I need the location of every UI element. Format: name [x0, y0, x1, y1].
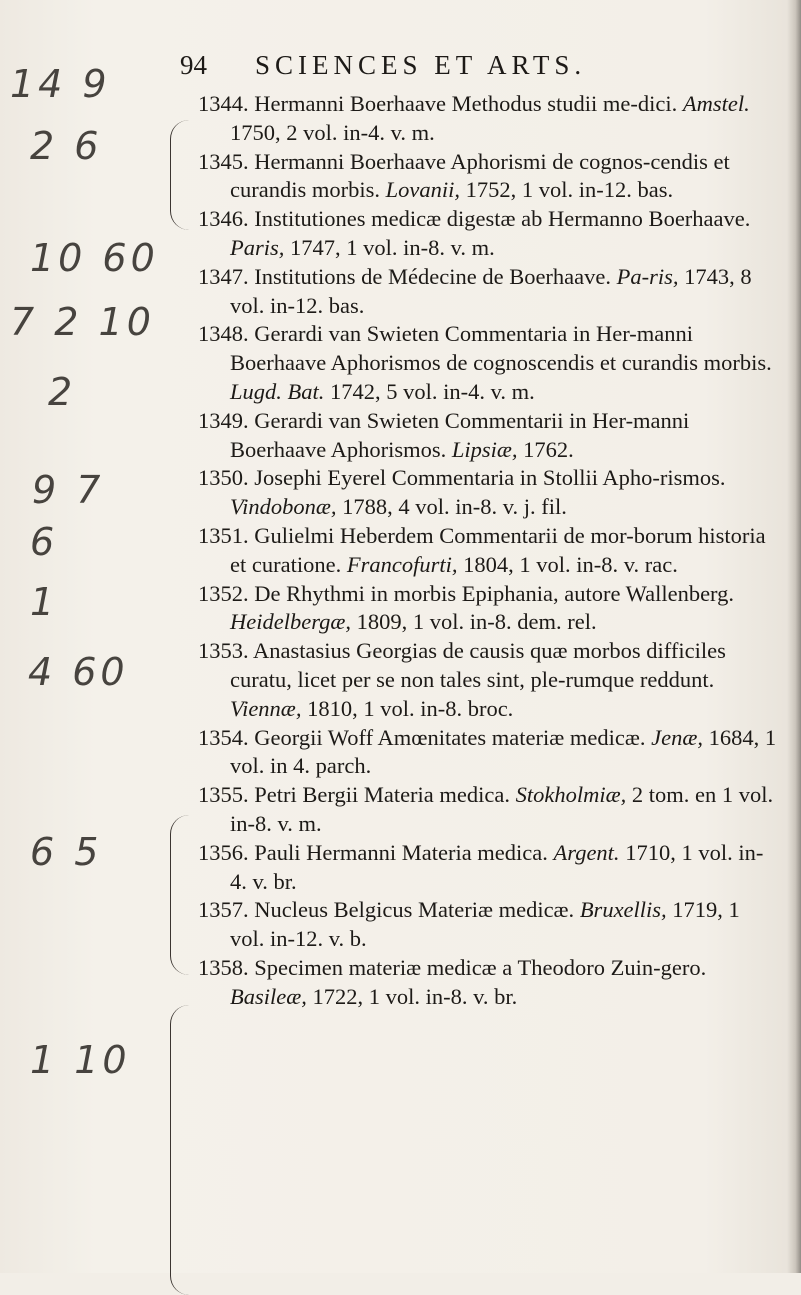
page-number: 94	[180, 50, 207, 80]
catalogue-entries	[198, 90, 778, 1012]
handwritten-margin-notes	[0, 0, 180, 1273]
margin-note: 6	[30, 520, 59, 564]
entry-1351: 1351. Gulielmi Heberdem Commentarii de mor-borum historia et curatione. Francofurti, 1804, 1 vol. in-8. v. rac.	[198, 522, 766, 577]
margin-note: 14 9	[10, 62, 111, 106]
margin-note: 1 10	[30, 1038, 131, 1082]
margin-note: 2 6	[30, 124, 103, 168]
entry-1350: 1350. Josephi Eyerel Commentaria in Stollii Apho-rismos. Vindobonæ, 1788, 4 vol. in-8. v. j. fil.	[198, 465, 726, 520]
margin-bracket	[170, 120, 189, 230]
margin-note: 10 60	[30, 236, 159, 280]
running-title: SCIENCES ET ARTS.	[255, 50, 587, 80]
page-gutter-shadow	[787, 0, 801, 1273]
margin-note: 4 60	[28, 650, 129, 694]
entry-1358: 1358. Specimen materiæ medicæ a Theodoro Zuin-gero. Basileæ, 1722, 1 vol. in-8. v. br.	[198, 954, 707, 1009]
entry-1346: 1346. Institutiones medicæ digestæ ab Hermanno Boerhaave. Paris, 1747, 1 vol. in-8. v. m.	[198, 206, 751, 260]
entry-1354: 1354. Georgii Woff Amœnitates materiæ medicæ. Jenæ, 1684, 1 vol. in 4. parch.	[198, 724, 777, 779]
margin-note: 2	[48, 370, 77, 414]
entry-1349: 1349. Gerardi van Swieten Commentarii in Her-manni Boerhaave Aphorismos. Lipsiæ, 1762.	[198, 407, 690, 462]
entry-1344: 1344. Hermanni Boerhaave Methodus studii me-dici. Amstel. 1750, 2 vol. in-4. v. m.	[198, 91, 750, 145]
entry-1345: 1345. Hermanni Boerhaave Aphorismi de cognos-cendis et curandis morbis. Lovanii, 1752, 1 vol. in-12. bas.	[198, 148, 730, 203]
entry-1352: 1352. De Rhythmi in morbis Epiphania, autore Wallenberg. Heidelbergæ, 1809, 1 vol. in-8. dem. rel.	[198, 580, 735, 635]
entry-1357: 1357. Nucleus Belgicus Materiæ medicæ. Bruxellis, 1719, 1 vol. in-12. v. b.	[198, 897, 740, 952]
entry-1348: 1348. Gerardi van Swieten Commentaria in Her-manni Boerhaave Aphorismos de cognoscendis et curandis morbis. Lugd. Bat. 1742, 5 vol. in-4. v. m.	[198, 321, 772, 404]
entry-1355: 1355. Petri Bergii Materia medica. Stokholmiæ, 2 tom. en 1 vol. in-8. v. m.	[198, 782, 774, 836]
margin-note: 1	[30, 580, 59, 624]
entry-1347: 1347. Institutions de Médecine de Boerhaave. Pa-ris, 1743, 8 vol. in-12. bas.	[198, 263, 752, 318]
entry-1353: 1353. Anastasius Georgias de causis quæ morbos difficiles curatu, licet per se non tales sint, ple-rumque reddunt. Viennæ, 1810, 1 vol. in-8. broc.	[198, 638, 726, 721]
entry-1356: 1356. Pauli Hermanni Materia medica. Argent. 1710, 1 vol. in-4. v. br.	[198, 839, 764, 894]
margin-note: 7 2 10	[10, 300, 155, 344]
margin-note: 6 5	[30, 830, 103, 874]
margin-bracket	[170, 1005, 189, 1295]
margin-bracket	[170, 815, 189, 975]
margin-note: 9 7	[32, 468, 105, 512]
page-header	[180, 50, 720, 86]
